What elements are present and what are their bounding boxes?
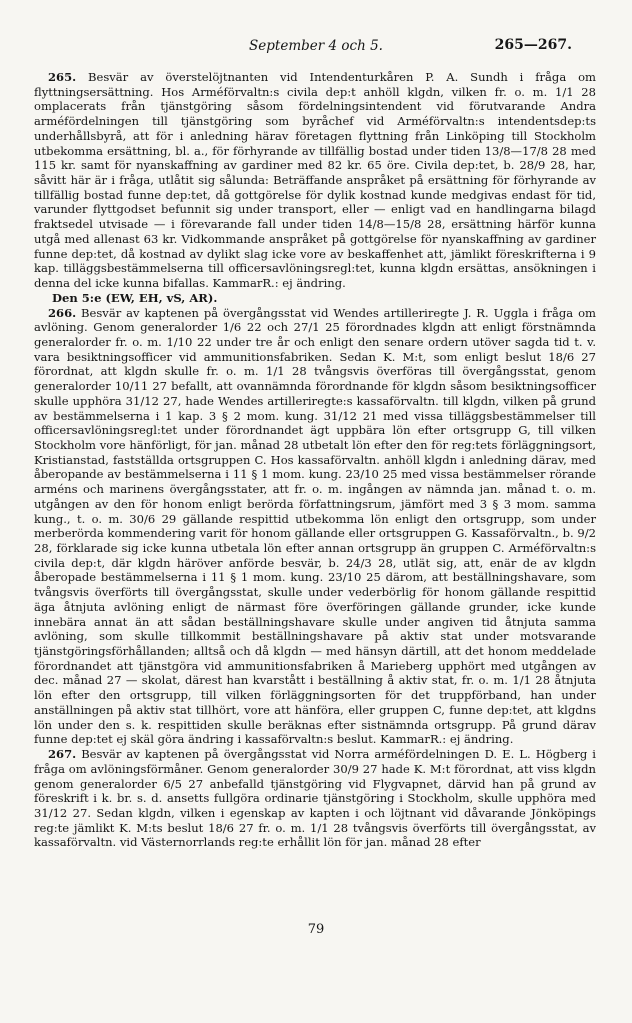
running-head-title: September 4 och 5. bbox=[249, 38, 383, 54]
date-heading-text: Den 5:e (EW, EH, vS, AR). bbox=[52, 290, 218, 305]
running-head bbox=[0, 38, 632, 60]
date-heading bbox=[34, 291, 596, 306]
running-head-page-range: 265—267. bbox=[494, 37, 572, 53]
page-number: 79 bbox=[307, 922, 325, 937]
paragraph-number: 266. bbox=[48, 305, 77, 320]
paragraph-text: Besvär av överstelöjtnanten vid Intendenturkåren P. A. Sundh i fråga om flyttningsersättning. Hos Arméförvaltn:s civila dep:t anhöll klgdn, vilken fr. o. m. 1/1 28 omplacerats från tjänstgöring såsom fördelningsintendent vid förutvarande Andra arméfördelningen till tjänstgöring som byråchef vid Arméförvaltn:s intendentsdep:ts underhållsbyrå, att för i anledning härav företagen flyttning från Linköping till Stockholm utbekomma ersättning, bl. a., för förhyrande av tillfällig bostad under tiden 13/8—17/8 28 med 115 kr. samt för nyanskaffning av gardiner med 82 kr. 65 öre. Civila dep:tet, b. 28/9 28, har, såvitt här är i fråga, utlåtit sig sålunda: Beträffande anspråket på ersättning för förhyrande av tillfällig bostad funne dep:tet, då gottgörelse för dylik kostnad kunde medgivas endast för tid, varunder flyttgodset befunnit sig under transport, eller — enligt vad en handlingarna bilagd fraktsedel utvisade — i förevarande fall under tiden 14/8—15/8 28, ersättning härför kunna utgå med allenast 63 kr. Vidkommande anspråket på gottgörelse för nyanskaffning av gardiner funne dep:tet, då kostnad av dylikt slag icke vore av beskaffenhet att, jämlikt föreskrifterna i 9 kap. tilläggsbestämmelserna till officersavlöningsregl:tet, kunna klgdn ersättas, ansökningen i denna del icke kunna bifallas. KammarR.: ej ändring. bbox=[34, 70, 597, 291]
paragraph-text: Besvär av kaptenen på övergångsstat vid Wendes artilleriregte J. R. Uggla i fråga om avlöning. Genom generalorder 1/6 22 och 27/1 25 förordnades klgdn att enligt förstnämnda generalorder fr. o. m. 1/10 22 under tre år och enligt den senare ordern utöver sagda tid t. v. vara besiktningsofficer vid ammunitionsfabriken. Sedan K. M:t, som enligt beslut 18/6 27 förordnat, att klgdn skulle fr. o. m. 1/1 28 tvångsvis överföras till övergångsstat, genom generalorder 10/11 27 befallt, att ovannämnda förordnande för klgdn såsom besiktningsofficer skulle upphöra 31/12 27, hade Wendes artilleriregte:s kassaförvaltn. till klgdn, vilken på grund av bestämmelserna i 1 kap. 3 § 2 mom. kung. 31/12 21 med vissa tilläggsbestämmelser till officersavlöningsregl:tet under förordnandet ägt uppbära lön efter ortsgrupp G, till vilken Stockholm vore hänförligt, för jan. månad 28 utbetalt lön efter den för reg:tets förläggningsort, Kristianstad, fastställda ortsgruppen C. Hos kassaförvaltn. anhöll klgdn i anledning därav, med åberopande av bestämmelserna i 11 § 1 mom. kung. 23/10 25 med vissa bestämmelser rörande arméns och marinens övergångsstater, att fr. o. m. ingången av nämnda jan. månad t. o. m. utgången av den för honom enligt berörda författningsrum, jämfört med 3 § 3 mom. samma kung., t. o. m. 30/6 29 gällande respittid utbekomma lön enligt den ortsgrupp, som under merberörda kommendering varit för honom gällande eller ortsgruppen G. Kassaförvaltn., b. 9/2 28, förklarade sig icke kunna utbetala lön efter annan ortsgrupp än gruppen C. Arméförvaltn:s civila dep:t, där klgdn häröver anförde besvär, b. 24/3 28, utlät sig, att, enär de av klgdn åberopade bestämmelserna i 11 § 1 mom. kung. 23/10 25 därom, att beställningshavare, som tvångsvis överförts till övergångsstat, skulle under vederbörlig för honom gällande respittid äga åtnjuta avlöning enligt de närmast före överföringen gällande grunder, icke kunde innebära annat än att sådan beställningshavare skulle under angiven tid åtnjuta samma avlöning, som skulle tillkommit beställningshavare på aktiv stat under motsvarande tjänstgöringsförhållanden; alltså och då klgdn — med hänsyn därtill, att det honom meddelade förordnandet att tjänstgöra vid ammunitionsfabriken å Marieberg upphört med utgången av dec. månad 27 — skolat, därest han kvarstått i beställning å aktiv stat, fr. o. m. 1/1 28 åtnjuta lön efter den ortsgrupp, till vilken förläggningsorten för det truppförband, han under anställningen på aktiv stat tillhört, vore att hänföra, eller gruppen C, funne dep:tet, att klgdns lön under den s. k. respittiden skulle beräknas efter sistnämnda ortsgrupp. På grund därav funne dep:tet ej skäl göra ändring i kassaförvaltn:s beslut. KammarR.: ej ändring. bbox=[34, 305, 596, 747]
paragraph-266 bbox=[34, 306, 596, 748]
paragraph-text: Besvär av kaptenen på övergångsstat vid Norra arméfördelningen D. E. L. Högberg i fråga om avlöningsförmåner. Genom generalorder 30/9 27 hade K. M:t förordnat, att viss klgdn genom generalorder 6/5 27 anbefalld tjänstgöring vid Flygvapnet, därvid han på grund av föreskrift i k. br. s. d. ansetts fullgöra ordinarie tjänstgöring i Stockholm, skulle upphöra med 31/12 27. Sedan klgdn, vilken i egenskap av kapten i och löjtnant vid dåvarande Jönköpings reg:te jämlikt K. M:ts beslut 18/6 27 fr. o. m. 1/1 28 tvångsvis överförts till övergångsstat, av kassaförvaltn. vid Västernorrlands reg:te erhållit lön för jan. månad 28 efter bbox=[34, 747, 596, 850]
paragraph-number: 267. bbox=[48, 747, 77, 762]
paragraph-267 bbox=[34, 747, 596, 850]
body-text bbox=[34, 70, 596, 850]
paragraph-number: 265. bbox=[48, 70, 77, 84]
paragraph-265 bbox=[34, 70, 596, 291]
